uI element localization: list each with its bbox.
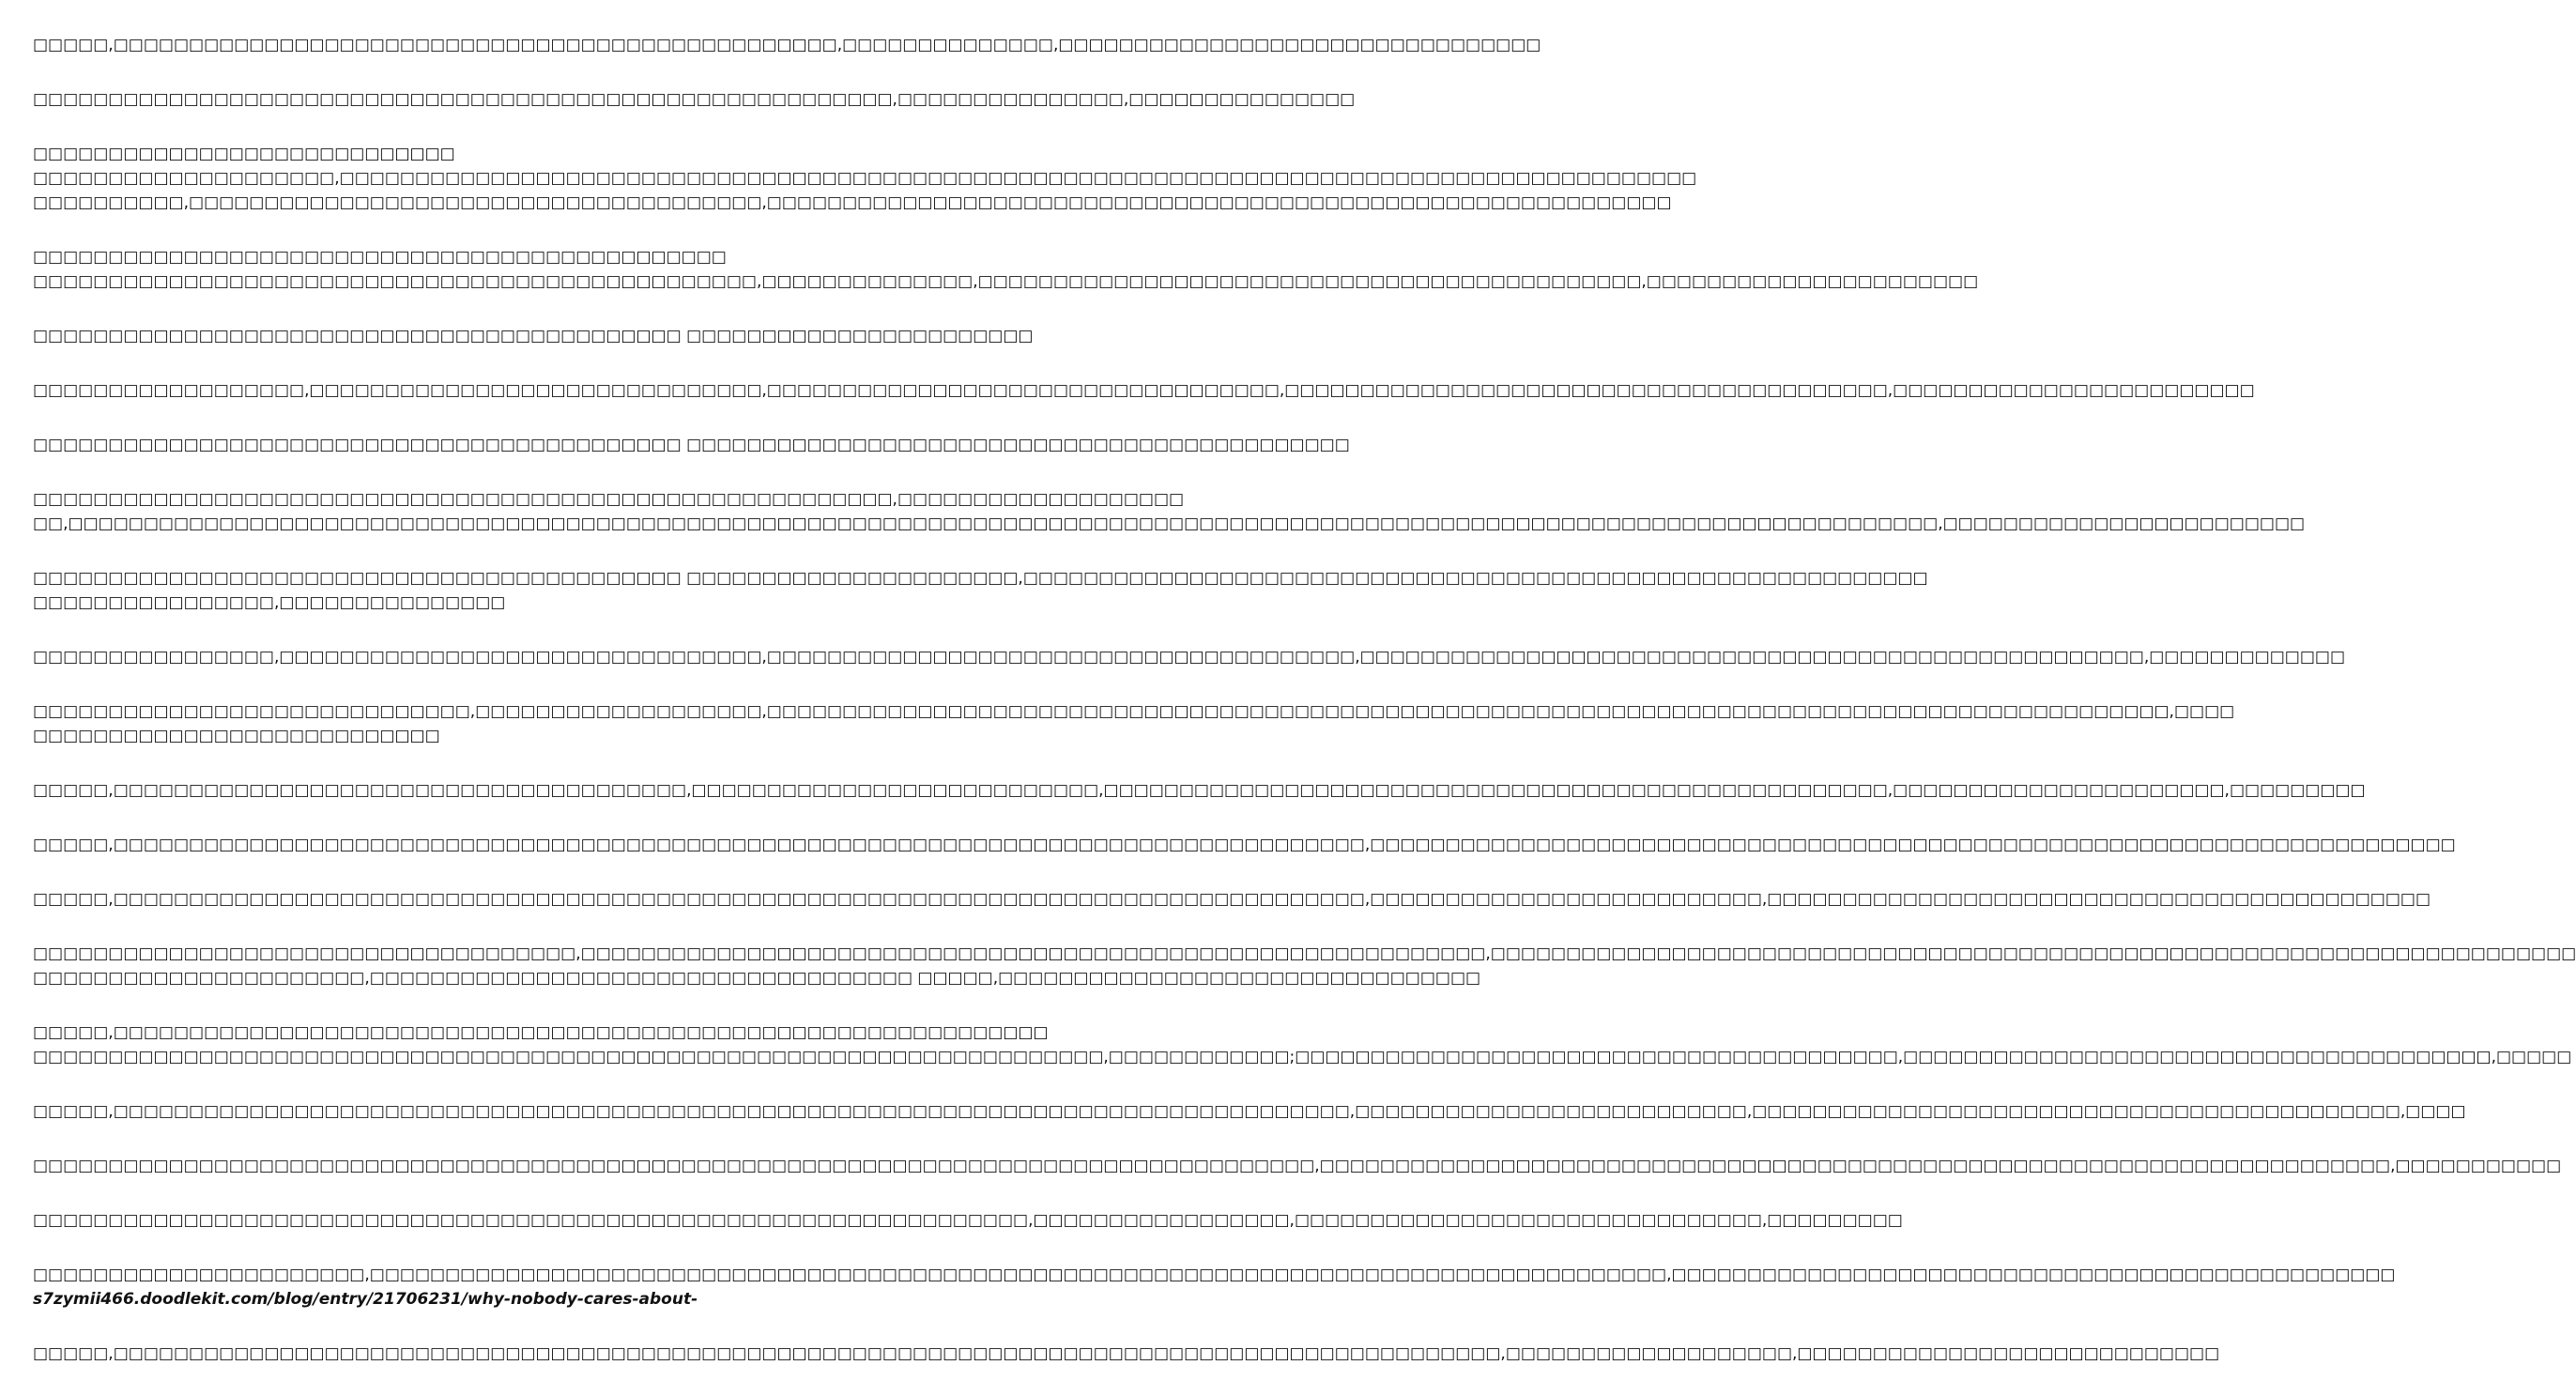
paragraph [33, 1342, 2220, 1366]
paragraph [33, 33, 1541, 57]
paragraph [33, 142, 1697, 215]
paragraph [33, 1099, 2466, 1124]
text-line: □□□□□□□□□□□□□□□□□□□□□□□□□□□□□□□□□□□□,□□□□□□□□□□□□□□□□□□□□□□□□□□□□□□□□□□□□□□□□□□□□□□□□□□□□□□□□□□□□,□□□□□□□□□□□□□□□□□□□□□□□□□□□□□□□□□□□□□□□□□□□□□□□□□□□□□□□□□□□□□□□□□□□□□□□□ [33, 944, 2576, 963]
text-line: □□□□□□□□□□□□□□□□□□□□□□□□□□□□□□□□□□□□□□□□□□□□□□□□□□□□□□□□□□□□□□□□□□□□□□□,□□□□□□□□□□□□;□□□□□□□□□□□□□□□□□□□□□□□□□□□□□□□□□□□□□□□□,□□□□□□□□□□□□□□□□□□□□□□□□□□□□□□□□□□□□□□□,□□□□□ [33, 1048, 2572, 1066]
text-line: □□□□□,□□□□□□□□□□□□□□□□□□□□□□□□□□□□□□□□□□□□□□□□□□□□□□□□□□□□□□□□□□□□□□ [33, 1023, 1049, 1042]
text-line: □□□□□□□□□□□□□□□□□□□□□□□□□□□□□□□□□□□□□□□□□□□ □□□□□□□□□□□□□□□□□□□□□□□□□□□□□□□□□□□□□□□□□□□□ [33, 436, 1350, 454]
text-line: □□□□□,□□□□□□□□□□□□□□□□□□□□□□□□□□□□□□□□□□□□□□□□□□□□□□□□□□□□□□□□□□□□□□□□□□□□□□□□□□□□□□□□□□□,□□□□□□□□□□□□□□□□□□□□□□□□□□□□□□□□□□□□□□□□□□□□□□□□□□□□□□□□□□□□□□□□□□□□□□□□ [33, 836, 2456, 854]
text-line: □□,□□□□□□□□□□□□□□□□□□□□□□□□□□□□□□□□□□□□□□□□□□□□□□□□□□□□□□□□□□□□□□□□□□□□□□□□□□□□□□□□□□□□□□□□□□□□□□□□□□□□□□□□□□□□□□□□□□□□□□□□□□□□,□□□□□□□□□□□□□□□□□□□□□□□□ [33, 514, 2306, 533]
text-line: □□□□□□□□□□□□□□□□□□□□□□□□□□□□□□□□□□□□□□□□□□□□□□□□,□□□□□□□□□□□□□□,□□□□□□□□□□□□□□□□□□□□□□□□□□□□□□□□□□□□□□□□□□□□,□□□□□□□□□□□□□□□□□□□□□□ [33, 272, 1979, 291]
paragraph [33, 1154, 2562, 1178]
paragraph [33, 87, 1356, 112]
text-line: □□□□□□□□□□□□□□□□□□□□□□□□□□□□□□□□□□□□□□□□□□□□□□□□□□□□□□□□□,□□□□□□□□□□□□□□□□□□□ [33, 490, 1185, 509]
text-line: □□□□□□□□□□□□□□□□□□□□□□,□□□□□□□□□□□□□□□□□□□□□□□□□□□□□□□□□□□□□□□□□□□□□□□□□□□□□□□□□□□□□□□□□□□□□□□□□□□□□□□□□□□□□□,□□□□□□□□□□□□□□□□□□□□□□□□□□□□□□□□□□□□□□□□□□□□□□□□ [33, 1266, 2396, 1284]
text-line: □□□□□□□□□□□□□□□□□□□□□□□□□□□□□□□□□□□□□□□□□□□ □□□□□□□□□□□□□□□□□□□□□□□ [33, 327, 1034, 345]
text-line: □□□□□□□□□□□□□□□□□□□□,□□□□□□□□□□□□□□□□□□□□□□□□□□□□□□□□□□□□□□□□□□□□□□□□□□□□□□□□□□□□□□□□□□□□□□□□□□□□□□□□□□□□□□□□□□ [33, 169, 1697, 188]
paragraph [33, 833, 2456, 857]
text-line: □□□□□□□□□□□□□□□□□□□□□□□□□□□□□□□□□□□□□□□□□□□□□□□□□□□□□□□□□□□□□□□□□□□□□□□□□□□□□□□□□□□□□,□□□□□□□□□□□□□□□□□□□□□□□□□□□□□□□□□□□□□□□□□□□□□□□□□□□□□□□□□□□□□□□□□□□□□□□,□□□□□□□□□□□ [33, 1157, 2562, 1175]
text-line: □□□□□□□□□□□□□□□□□□□□□□,□□□□□□□□□□□□□□□□□□□□□□□□□□□□□□□□□□□□ □□□□□,□□□□□□□□□□□□□□□□□□□□□□□□□□□□□□□□ [33, 969, 1481, 988]
paragraph [33, 378, 2255, 403]
paragraph [33, 245, 1979, 294]
text-line: □□□□□,□□□□□□□□□□□□□□□□□□□□□□□□□□□□□□□□□□□□□□□□□□□□□□□□□□□□□□□□□□□□□□□□□□□□□□□□□□□□□□□□□□□,□□□□□□□□□□□□□□□□□□□□□□□□□□,□□□□□□□□□□□□□□□□□□□□□□□□□□□□□□□□□□□□□□□□□□□□ [33, 890, 2431, 909]
text-line: □□□□□□□□□□,□□□□□□□□□□□□□□□□□□□□□□□□□□□□□□□□□□□□□□,□□□□□□□□□□□□□□□□□□□□□□□□□□□□□□□□□□□□□□□□□□□□□□□□□□□□□□□□□□□□ [33, 193, 1672, 212]
paragraph [33, 566, 1928, 615]
paragraph [33, 1208, 1903, 1233]
text-line: □□□□□□□□□□□□□□□□□□□□□□□□□□□□□,□□□□□□□□□□□□□□□□□□□,□□□□□□□□□□□□□□□□□□□□□□□□□□□□□□□□□□□□□□□□□□□□□□□□□□□□□□□□□□□□□□□□□□□□□□□□□□□□□□□□□□□□□□□□□□□□□,□□□□ [33, 702, 2235, 721]
document-body [33, 33, 2576, 1396]
text-line: □□□□□□□□□□□□□□□□□□□□□□□□□□□□□□□□□□□□□□□□□□□ □□□□□□□□□□□□□□□□□□□□□□,□□□□□□□□□□□□□□□□□□□□□□□□□□□□□□□□□□□□□□□□□□□□□□□□□□□□□□□□□□□□ [33, 569, 1928, 588]
text-line: □□□□□,□□□□□□□□□□□□□□□□□□□□□□□□□□□□□□□□□□□□□□,□□□□□□□□□□□□□□□□□□□□□□□□□□□,□□□□□□□□□□□□□□□□□□□□□□□□□□□□□□□□□□□□□□□□□□□□□□□□□□□□,□□□□□□□□□□□□□□□□□□□□□□,□□□□□□□□□ [33, 781, 2366, 800]
text-line: □□□□□□□□□□□□□□□□□□,□□□□□□□□□□□□□□□□□□□□□□□□□□□□□□,□□□□□□□□□□□□□□□□□□□□□□□□□□□□□□□□□□,□□□□□□□□□□□□□□□□□□□□□□□□□□□□□□□□□□□□□□□□,□□□□□□□□□□□□□□□□□□□□□□□□ [33, 381, 2255, 400]
paragraph [33, 324, 1034, 348]
paragraph [33, 1263, 2396, 1312]
url-text[interactable]: s7zymii466.doodlekit.com/blog/entry/21706231/why-nobody-cares-about- [33, 1290, 698, 1309]
text-line: □□□□□□□□□□□□□□□□□□□□□□□□□□□□□□□□□□□□□□□□□□□□□□□□□□□□□□□□□□□□□□□□□□,□□□□□□□□□□□□□□□□□,□□□□□□□□□□□□□□□□□□□□□□□□□□□□□□□,□□□□□□□□□ [33, 1211, 1903, 1230]
text-line: □□□□□□□□□□□□□□□□□□□□□□□□□□□□ [33, 145, 455, 163]
text-line: □□□□□,□□□□□□□□□□□□□□□□□□□□□□□□□□□□□□□□□□□□□□□□□□□□□□□□□□□□□□□□□□□□□□□□□□□□□□□□□□□□□□□□□□□□□□□□□□□□,□□□□□□□□□□□□□□□□□□□,□□□□□□□□□□□□□□□□□□□□□□□□□□□□ [33, 1344, 2220, 1363]
paragraph [33, 942, 2576, 990]
paragraph [33, 887, 2431, 912]
text-line: □□□□□□□□□□□□□□□□,□□□□□□□□□□□□□□□□□□□□□□□□□□□□□□□□,□□□□□□□□□□□□□□□□□□□□□□□□□□□□□□□□□□□□□□□,□□□□□□□□□□□□□□□□□□□□□□□□□□□□□□□□□□□□□□□□□□□□□□□□□□□□,□□□□□□□□□□□□□ [33, 648, 2346, 667]
paragraph [33, 778, 2366, 803]
text-line: □□□□□□□□□□□□□□□□□□□□□□□□□□□□□□□□□□□□□□□□□□□□□□□□□□□□□□□□□,□□□□□□□□□□□□□□□,□□□□□□□□□□□□□□□ [33, 90, 1356, 109]
text-line: □□□□□□□□□□□□□□□□□□□□□□□□□□□□□□□□□□□□□□□□□□□□□□ [33, 248, 727, 267]
paragraph [33, 699, 2235, 748]
paragraph [33, 645, 2346, 669]
paragraph [33, 1020, 2572, 1069]
paragraph [33, 487, 2306, 536]
text-line: □□□□□□□□□□□□□□□□,□□□□□□□□□□□□□□□ [33, 593, 506, 612]
text-line: □□□□□,□□□□□□□□□□□□□□□□□□□□□□□□□□□□□□□□□□□□□□□□□□□□□□□□□□□□□□□□□□□□□□□□□□□□□□□□□□□□□□□□□□,□□□□□□□□□□□□□□□□□□□□□□□□□□,□□□□□□□□□□□□□□□□□□□□□□□□□□□□□□□□□□□□□□□□□□□,□□□□ [33, 1102, 2466, 1121]
paragraph [33, 433, 1350, 457]
text-line: □□□□□,□□□□□□□□□□□□□□□□□□□□□□□□□□□□□□□□□□□□□□□□□□□□□□□□,□□□□□□□□□□□□□□,□□□□□□□□□□□□□□□□□□□□□□□□□□□□□□□□ [33, 36, 1541, 54]
text-line: □□□□□□□□□□□□□□□□□□□□□□□□□□□ [33, 727, 440, 745]
